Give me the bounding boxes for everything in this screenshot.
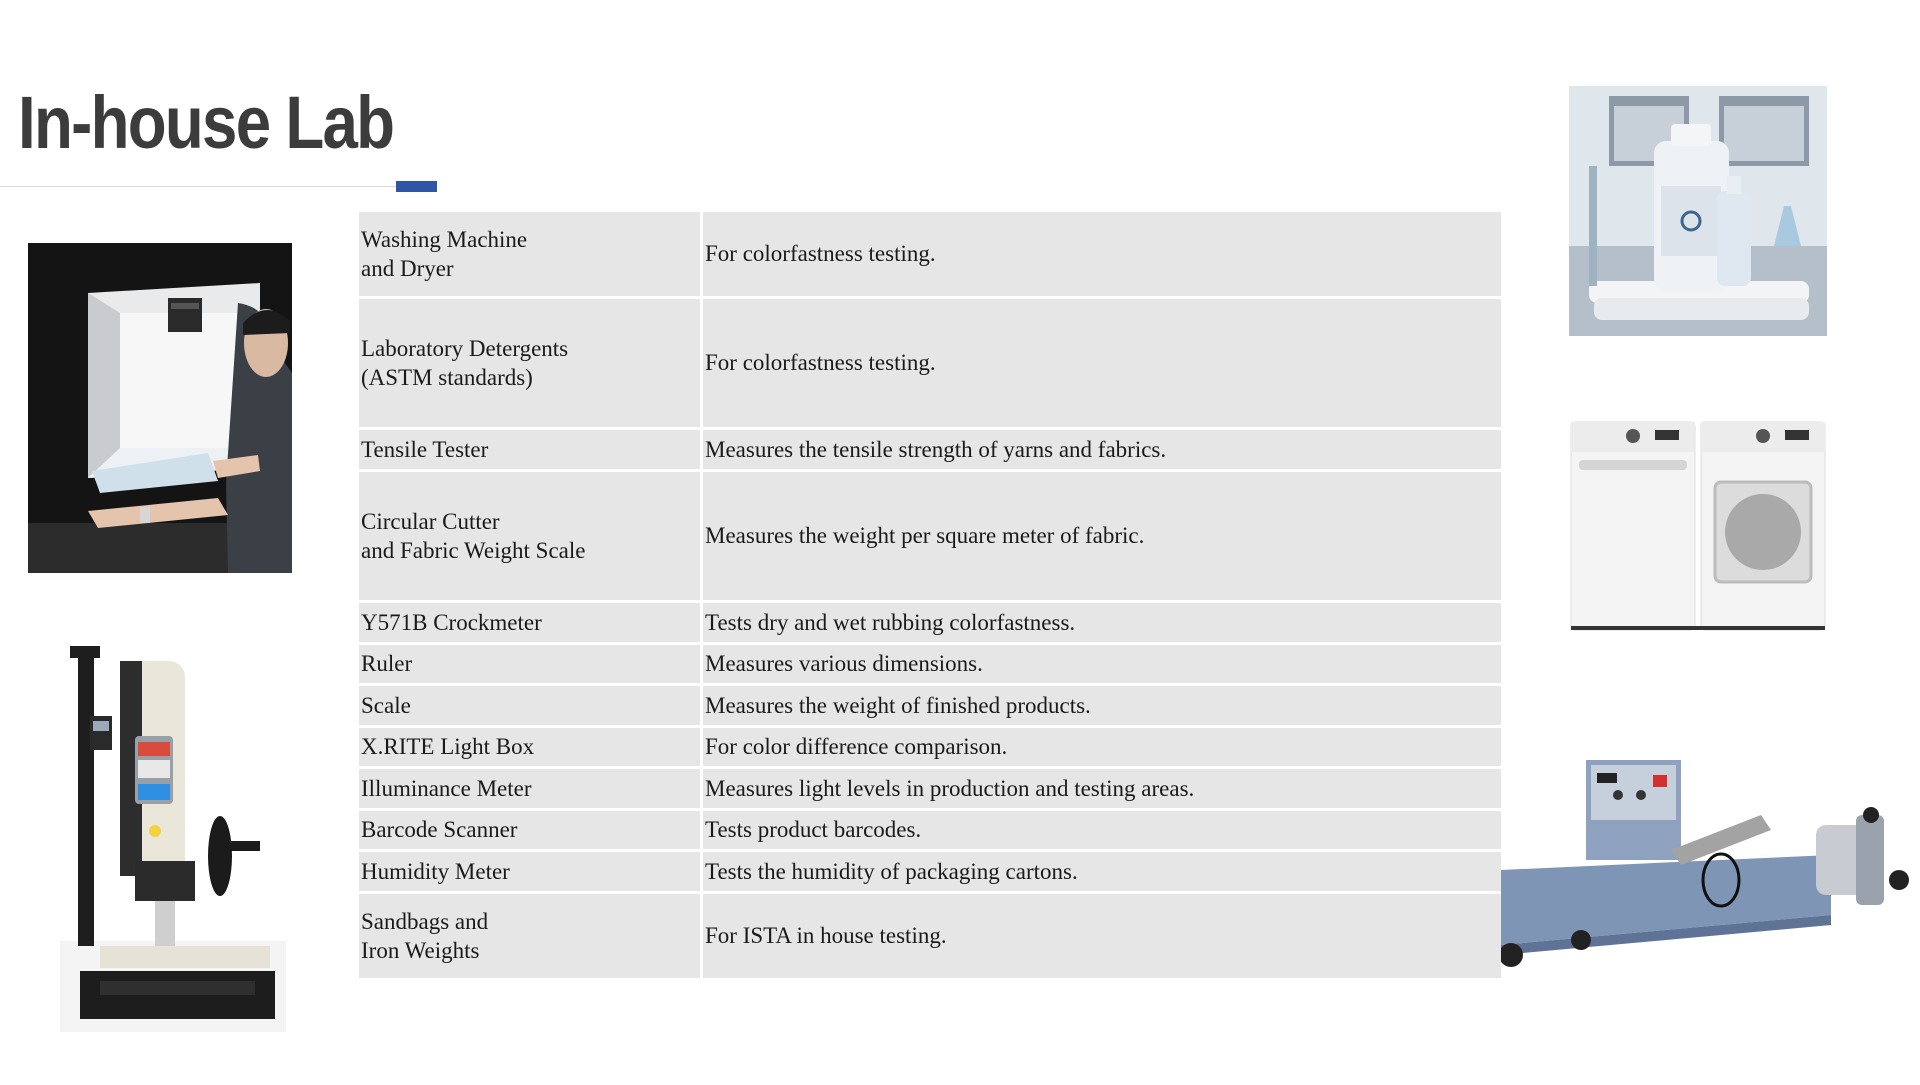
equipment-name: Illuminance Meter xyxy=(359,767,702,809)
equipment-description: Measures light levels in production and testing areas. xyxy=(702,767,1502,809)
title-accent-bar xyxy=(396,181,437,192)
equipment-description: For colorfastness testing. xyxy=(702,297,1502,428)
equipment-name: Ruler xyxy=(359,643,702,684)
table-row xyxy=(359,726,1501,767)
equipment-description: Measures various dimensions. xyxy=(702,643,1502,684)
equipment-name: Humidity Meter xyxy=(359,850,702,892)
equipment-name: Washing Machine and Dryer xyxy=(359,212,702,297)
equipment-description: For ISTA in house testing. xyxy=(702,892,1502,978)
table-row xyxy=(359,767,1501,809)
equipment-name: Sandbags and Iron Weights xyxy=(359,892,702,978)
equipment-name: Scale xyxy=(359,684,702,726)
equipment-table xyxy=(359,212,1501,978)
equipment-description: Tests product barcodes. xyxy=(702,809,1502,850)
equipment-description: Tests dry and wet rubbing colorfastness. xyxy=(702,601,1502,643)
table-row xyxy=(359,892,1501,978)
equipment-description: Tests the humidity of packaging cartons. xyxy=(702,850,1502,892)
equipment-name: Laboratory Detergents (ASTM standards) xyxy=(359,297,702,428)
table-row xyxy=(359,850,1501,892)
equipment-name: Tensile Tester xyxy=(359,428,702,470)
title-divider xyxy=(0,186,400,187)
table-row xyxy=(359,684,1501,726)
page-title: In-house Lab xyxy=(18,81,394,164)
table-row xyxy=(359,601,1501,643)
equipment-description: For color difference comparison. xyxy=(702,726,1502,767)
table-row xyxy=(359,297,1501,428)
table-row xyxy=(359,212,1501,297)
light-box-photo xyxy=(28,243,292,573)
equipment-name: Y571B Crockmeter xyxy=(359,601,702,643)
equipment-name: Circular Cutter and Fabric Weight Scale xyxy=(359,470,702,601)
table-row xyxy=(359,470,1501,601)
equipment-description: Measures the weight of finished products. xyxy=(702,684,1502,726)
table-row xyxy=(359,428,1501,470)
equipment-name: Barcode Scanner xyxy=(359,809,702,850)
tensile-tester-photo xyxy=(60,636,286,1032)
crockmeter-photo xyxy=(1501,755,1920,980)
washer-dryer-photo xyxy=(1569,420,1827,635)
equipment-name: X.RITE Light Box xyxy=(359,726,702,767)
equipment-description: Measures the tensile strength of yarns and fabrics. xyxy=(702,428,1502,470)
lab-detergent-photo xyxy=(1569,86,1827,336)
table-row xyxy=(359,643,1501,684)
equipment-description: Measures the weight per square meter of fabric. xyxy=(702,470,1502,601)
table-row xyxy=(359,809,1501,850)
equipment-description: For colorfastness testing. xyxy=(702,212,1502,297)
